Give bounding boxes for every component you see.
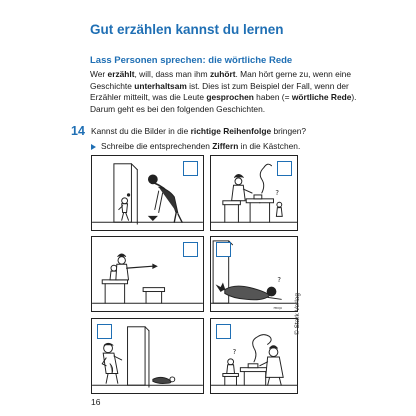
paragraph-run: Erzähler mitteilt, was die Leute	[90, 92, 207, 102]
comic-panel-3	[91, 236, 204, 312]
paragraph-run: unterhaltsam	[134, 80, 187, 91]
paragraph-line	[90, 92, 357, 104]
comic-panel-5	[91, 318, 204, 394]
paragraph-run: , will, dass man ihm	[134, 69, 210, 79]
paragraph-run: Darum geht es bei den folgenden Geschichten.	[90, 103, 266, 114]
paragraph-run: haben (=	[253, 92, 292, 102]
arrow-right-icon	[91, 144, 96, 150]
answer-box-1[interactable]	[183, 161, 198, 176]
svg-text:?: ?	[232, 348, 237, 357]
copyright-note: © Stark Verlag	[294, 292, 301, 335]
paragraph-line	[90, 104, 340, 116]
paragraph-run: zuhört	[209, 69, 236, 79]
paragraph-run: wörtliche Rede	[291, 92, 352, 102]
instruction-run: in die Kästchen.	[238, 141, 301, 151]
svg-text:?: ?	[277, 275, 281, 284]
paragraph-run: ist. Dies ist zum Beispiel der Fall, wenn der	[186, 80, 349, 91]
paragraph-run: . Man hört gerne zu, wenn eine	[235, 69, 351, 79]
svg-text:?: ?	[275, 188, 280, 197]
question-run: bringen?	[271, 126, 307, 136]
answer-box-2[interactable]	[277, 161, 292, 176]
intro-paragraph	[90, 69, 357, 115]
paragraph-run: ).	[351, 92, 357, 102]
instruction-text	[101, 141, 300, 151]
question-run: Kannst du die Bilder in die	[91, 126, 191, 136]
comic-panel-6	[210, 318, 298, 394]
comic-panel-1	[91, 155, 204, 231]
paragraph-run: Geschichte	[90, 80, 135, 91]
comic-panel-4	[210, 236, 298, 312]
page-title: Gut erzählen kannst du lernen	[90, 22, 284, 37]
paragraph-run: gesprochen	[206, 92, 254, 102]
paragraph-run: erzählt	[107, 69, 135, 79]
page-number: 16	[91, 397, 101, 407]
answer-box-4[interactable]	[216, 242, 231, 257]
exercise-instruction	[91, 141, 300, 151]
question-run: richtige Reihenfolge	[190, 126, 272, 136]
answer-box-5[interactable]	[97, 324, 112, 339]
paragraph-line	[90, 80, 349, 93]
section-subtitle: Lass Personen sprechen: die wörtliche Rede	[90, 55, 293, 66]
instruction-run: Ziffern	[212, 141, 239, 151]
svg-text:mcp: mcp	[273, 305, 282, 311]
exercise-question	[91, 126, 306, 136]
answer-box-3[interactable]	[183, 242, 198, 257]
comic-panel-2	[210, 155, 298, 231]
instruction-run: Schreibe die entsprechenden	[101, 141, 213, 151]
answer-box-6[interactable]	[216, 324, 231, 339]
paragraph-line	[90, 69, 351, 81]
exercise-number: 14	[71, 124, 85, 138]
paragraph-run: Wer	[90, 69, 108, 79]
